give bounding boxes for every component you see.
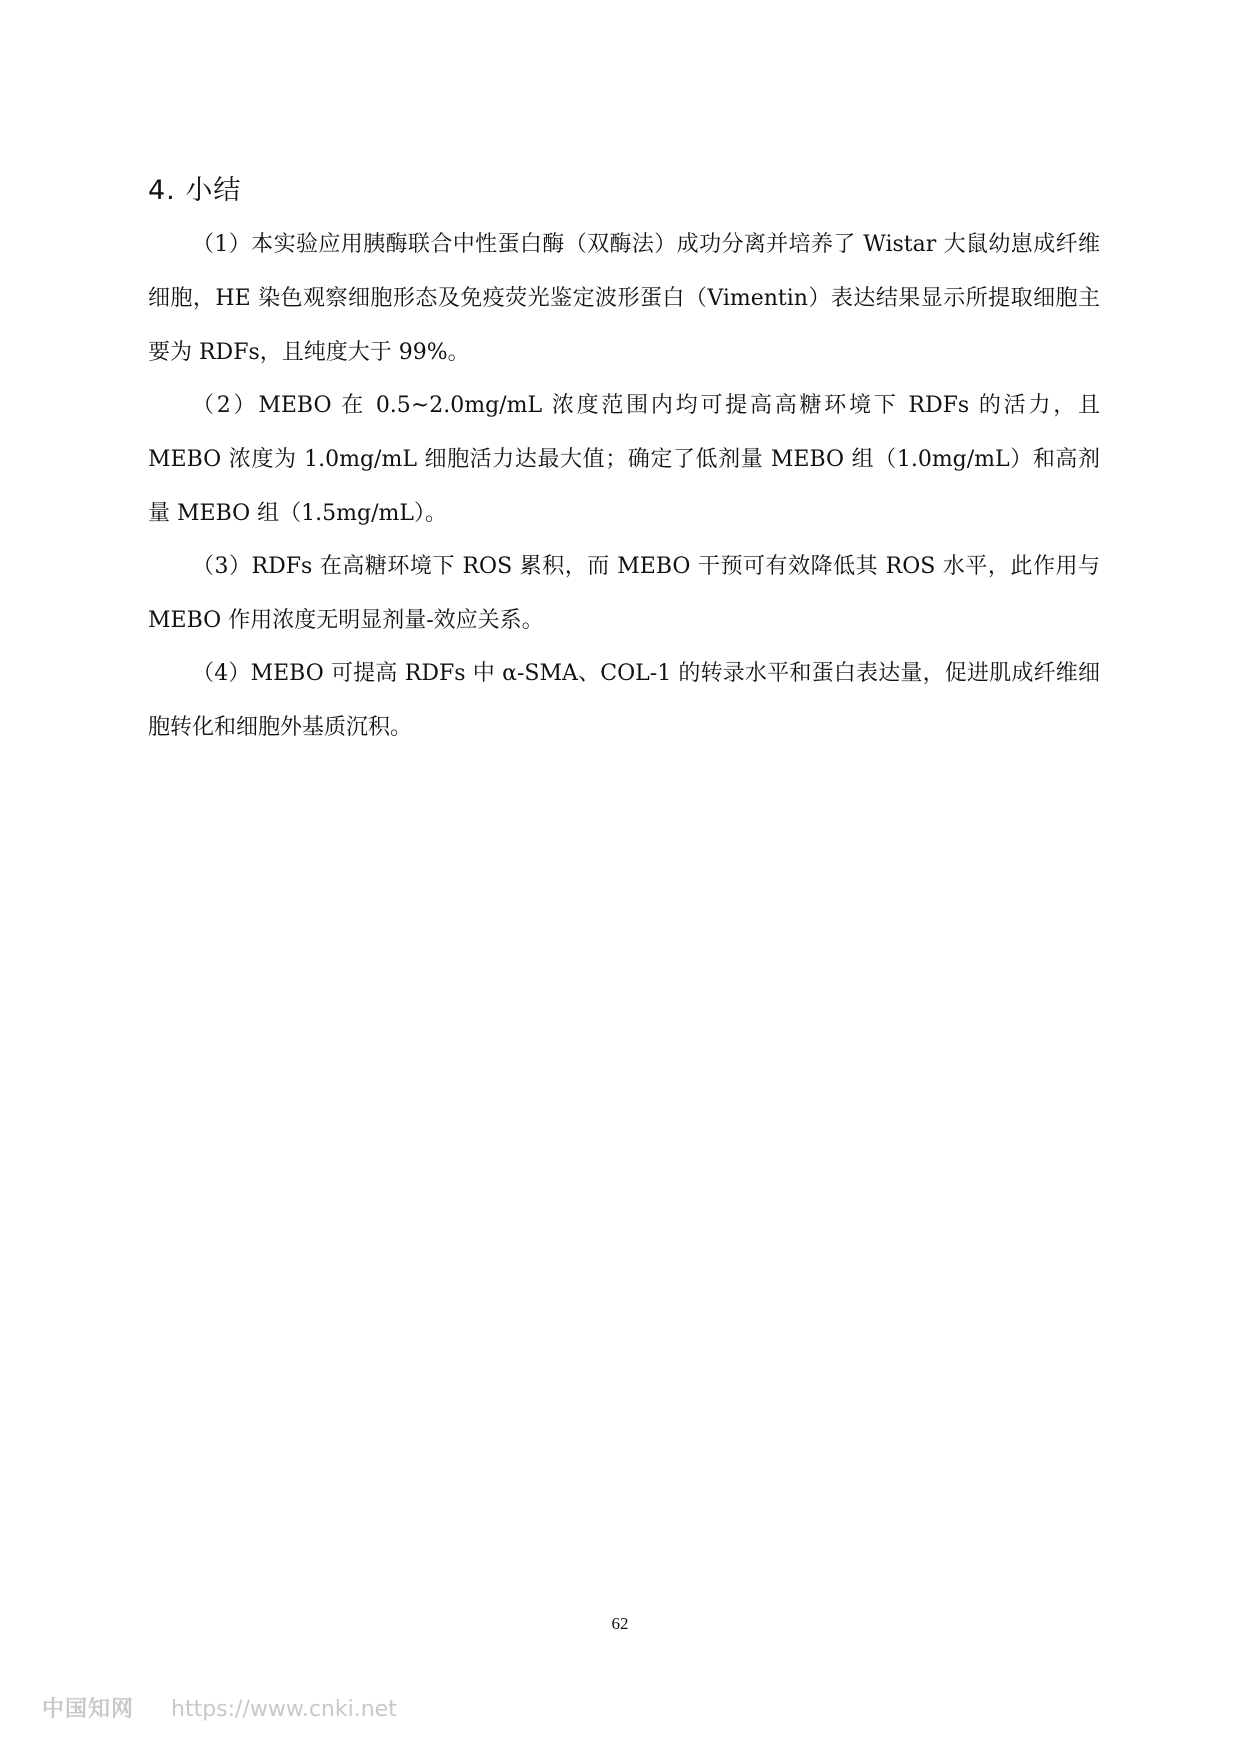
summary-paragraph-2: （2）MEBO 在 0.5~2.0mg/mL 浓度范围内均可提高高糖环境下 RDFs 的活力，且 MEBO 浓度为 1.0mg/mL 细胞活力达最大值；确定了低剂量 MEBO 组（1.0mg/mL）和高剂量 MEBO 组（1.5mg/mL）。 [148,393,1100,526]
section-heading: 4. 小结 [148,175,242,206]
summary-paragraph-3: （3）RDFs 在高糖环境下 ROS 累积，而 MEBO 干预可有效降低其 ROS 水平，此作用与 MEBO 作用浓度无明显剂量-效应关系。 [148,554,1100,633]
summary-paragraph-4: （4）MEBO 可提高 RDFs 中 α-SMA、COL-1 的转录水平和蛋白表达量，促进肌成纤维细胞转化和细胞外基质沉积。 [148,661,1100,740]
watermark-logo: 中国知网 [42,1697,135,1722]
summary-body [148,218,1100,754]
summary-paragraph-1: （1）本实验应用胰酶联合中性蛋白酶（双酶法）成功分离并培养了 Wistar 大鼠幼崽成纤维细胞，HE 染色观察细胞形态及免疫荧光鉴定波形蛋白（Vimentin）表达结果显示所提取细胞主要为 RDFs，且纯度大于 99%。 [148,232,1100,365]
watermark-url: https://www.cnki.net [171,1697,397,1722]
cnki-watermark [42,1692,397,1723]
page-number: 62 [611,1614,629,1633]
